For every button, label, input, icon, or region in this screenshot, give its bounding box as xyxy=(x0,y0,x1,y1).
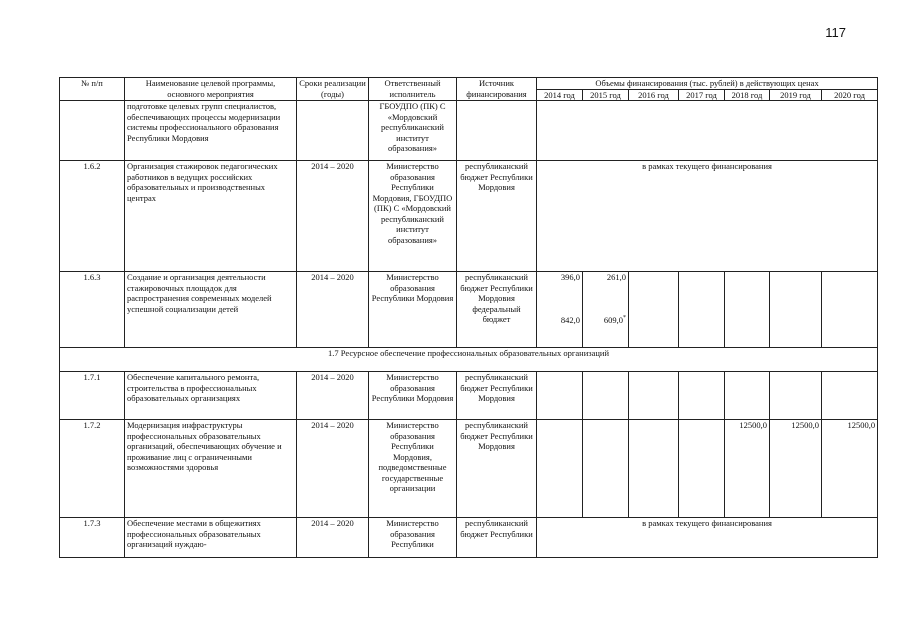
row-name: подготовке целевых групп специалистов, обеспечивающих процессы модернизации системы профессионального образования Республики Мордовия xyxy=(125,101,297,161)
source-federal: федеральный бюджет xyxy=(472,303,521,324)
table-row xyxy=(60,518,878,558)
row-name: Обеспечение капитального ремонта, строительства в профессиональных образовательных организациях xyxy=(125,372,297,420)
row-term xyxy=(297,101,369,161)
header-year: 2015 год xyxy=(583,89,629,101)
row-executor: ГБОУДПО (ПК) С «Мордовский республиканский институт образования» xyxy=(369,101,457,161)
header-volume: Объемы финансирования (тыс. рублей) в действующих ценах xyxy=(537,78,878,90)
section-title: 1.7 Ресурсное обеспечение профессиональных образовательных организаций xyxy=(60,348,878,372)
value-2019: 12500,0 xyxy=(770,420,822,518)
header-year: 2014 год xyxy=(537,89,583,101)
page-number: 117 xyxy=(825,25,846,40)
section-row xyxy=(60,348,878,372)
row-no: 1.7.3 xyxy=(60,518,125,558)
row-name: Создание и организация деятельности стажировочных площадок для распространения современных моделей успешной социализации детей xyxy=(125,272,297,348)
header-year: 2020 год xyxy=(822,89,878,101)
row-no: 1.7.2 xyxy=(60,420,125,518)
header-source: Источник финансирования xyxy=(457,78,537,101)
row-no: 1.7.1 xyxy=(60,372,125,420)
row-source: республиканский бюджет Республики xyxy=(457,518,537,558)
current-financing-note: в рамках текущего финансирования xyxy=(537,161,878,272)
row-term: 2014 – 2020 xyxy=(297,161,369,272)
row-executor: Министерство образования Республики Мордовия xyxy=(369,372,457,420)
row-no: 1.6.3 xyxy=(60,272,125,348)
header-year: 2018 год xyxy=(725,89,770,101)
current-financing-note: в рамках текущего финансирования xyxy=(537,518,878,558)
table-row xyxy=(60,101,878,161)
value-2014-federal: 842,0 xyxy=(560,314,580,325)
header-term: Сроки реализации (годы) xyxy=(297,78,369,101)
row-no: 1.6.2 xyxy=(60,161,125,272)
header-name: Наименование целевой программы, основного мероприятия xyxy=(125,78,297,101)
row-no xyxy=(60,101,125,161)
row-values xyxy=(537,101,878,161)
row-executor: Министерство образования Республики Мордовия, ГБОУДПО (ПК) С «Мордовский республиканский институт образования» xyxy=(369,161,457,272)
table-row xyxy=(60,272,878,348)
value-2015-regional: 261,0 xyxy=(606,272,626,282)
row-term: 2014 – 2020 xyxy=(297,272,369,348)
row-name: Организация стажировок педагогических работников в ведущих российских образовательных и производственных центрах xyxy=(125,161,297,272)
row-source: республиканский бюджет Республики Мордовия xyxy=(457,161,537,272)
row-source: республиканский бюджет Республики Мордовия xyxy=(457,372,537,420)
row-executor: Министерство образования Республики xyxy=(369,518,457,558)
value-2015 xyxy=(583,272,629,348)
header-year: 2019 год xyxy=(770,89,822,101)
row-source xyxy=(457,272,537,348)
header-no: № п/п xyxy=(60,78,125,101)
row-executor: Министерство образования Республики Мордовия xyxy=(369,272,457,348)
row-term: 2014 – 2020 xyxy=(297,518,369,558)
row-name: Модернизация инфраструктуры профессиональных образовательных организаций, обеспечивающих обучение и проживание лиц с ограниченными возможностями здоровья xyxy=(125,420,297,518)
value-2020: 12500,0 xyxy=(822,420,878,518)
value-2014-regional: 396,0 xyxy=(560,272,580,282)
header-year: 2016 год xyxy=(629,89,679,101)
source-regional: республиканский бюджет Республики Мордовия xyxy=(460,272,533,303)
row-term: 2014 – 2020 xyxy=(297,372,369,420)
financing-table xyxy=(59,77,878,558)
row-source xyxy=(457,101,537,161)
row-source: республиканский бюджет Республики Мордовия xyxy=(457,420,537,518)
table-row xyxy=(60,420,878,518)
value-2015-federal: 609,0* xyxy=(603,314,626,325)
row-executor: Министерство образования Республики Мордовия, подведомственные государственные организации xyxy=(369,420,457,518)
footnote-mark: * xyxy=(623,314,626,321)
header-row xyxy=(60,78,878,90)
header-executor: Ответственный исполнитель xyxy=(369,78,457,101)
value-2014 xyxy=(537,272,583,348)
header-year: 2017 год xyxy=(679,89,725,101)
table-row xyxy=(60,372,878,420)
table-row xyxy=(60,161,878,272)
value-2018: 12500,0 xyxy=(725,420,770,518)
row-name: Обеспечение местами в общежитиях профессиональных образовательных организаций нуждаю- xyxy=(125,518,297,558)
row-term: 2014 – 2020 xyxy=(297,420,369,518)
